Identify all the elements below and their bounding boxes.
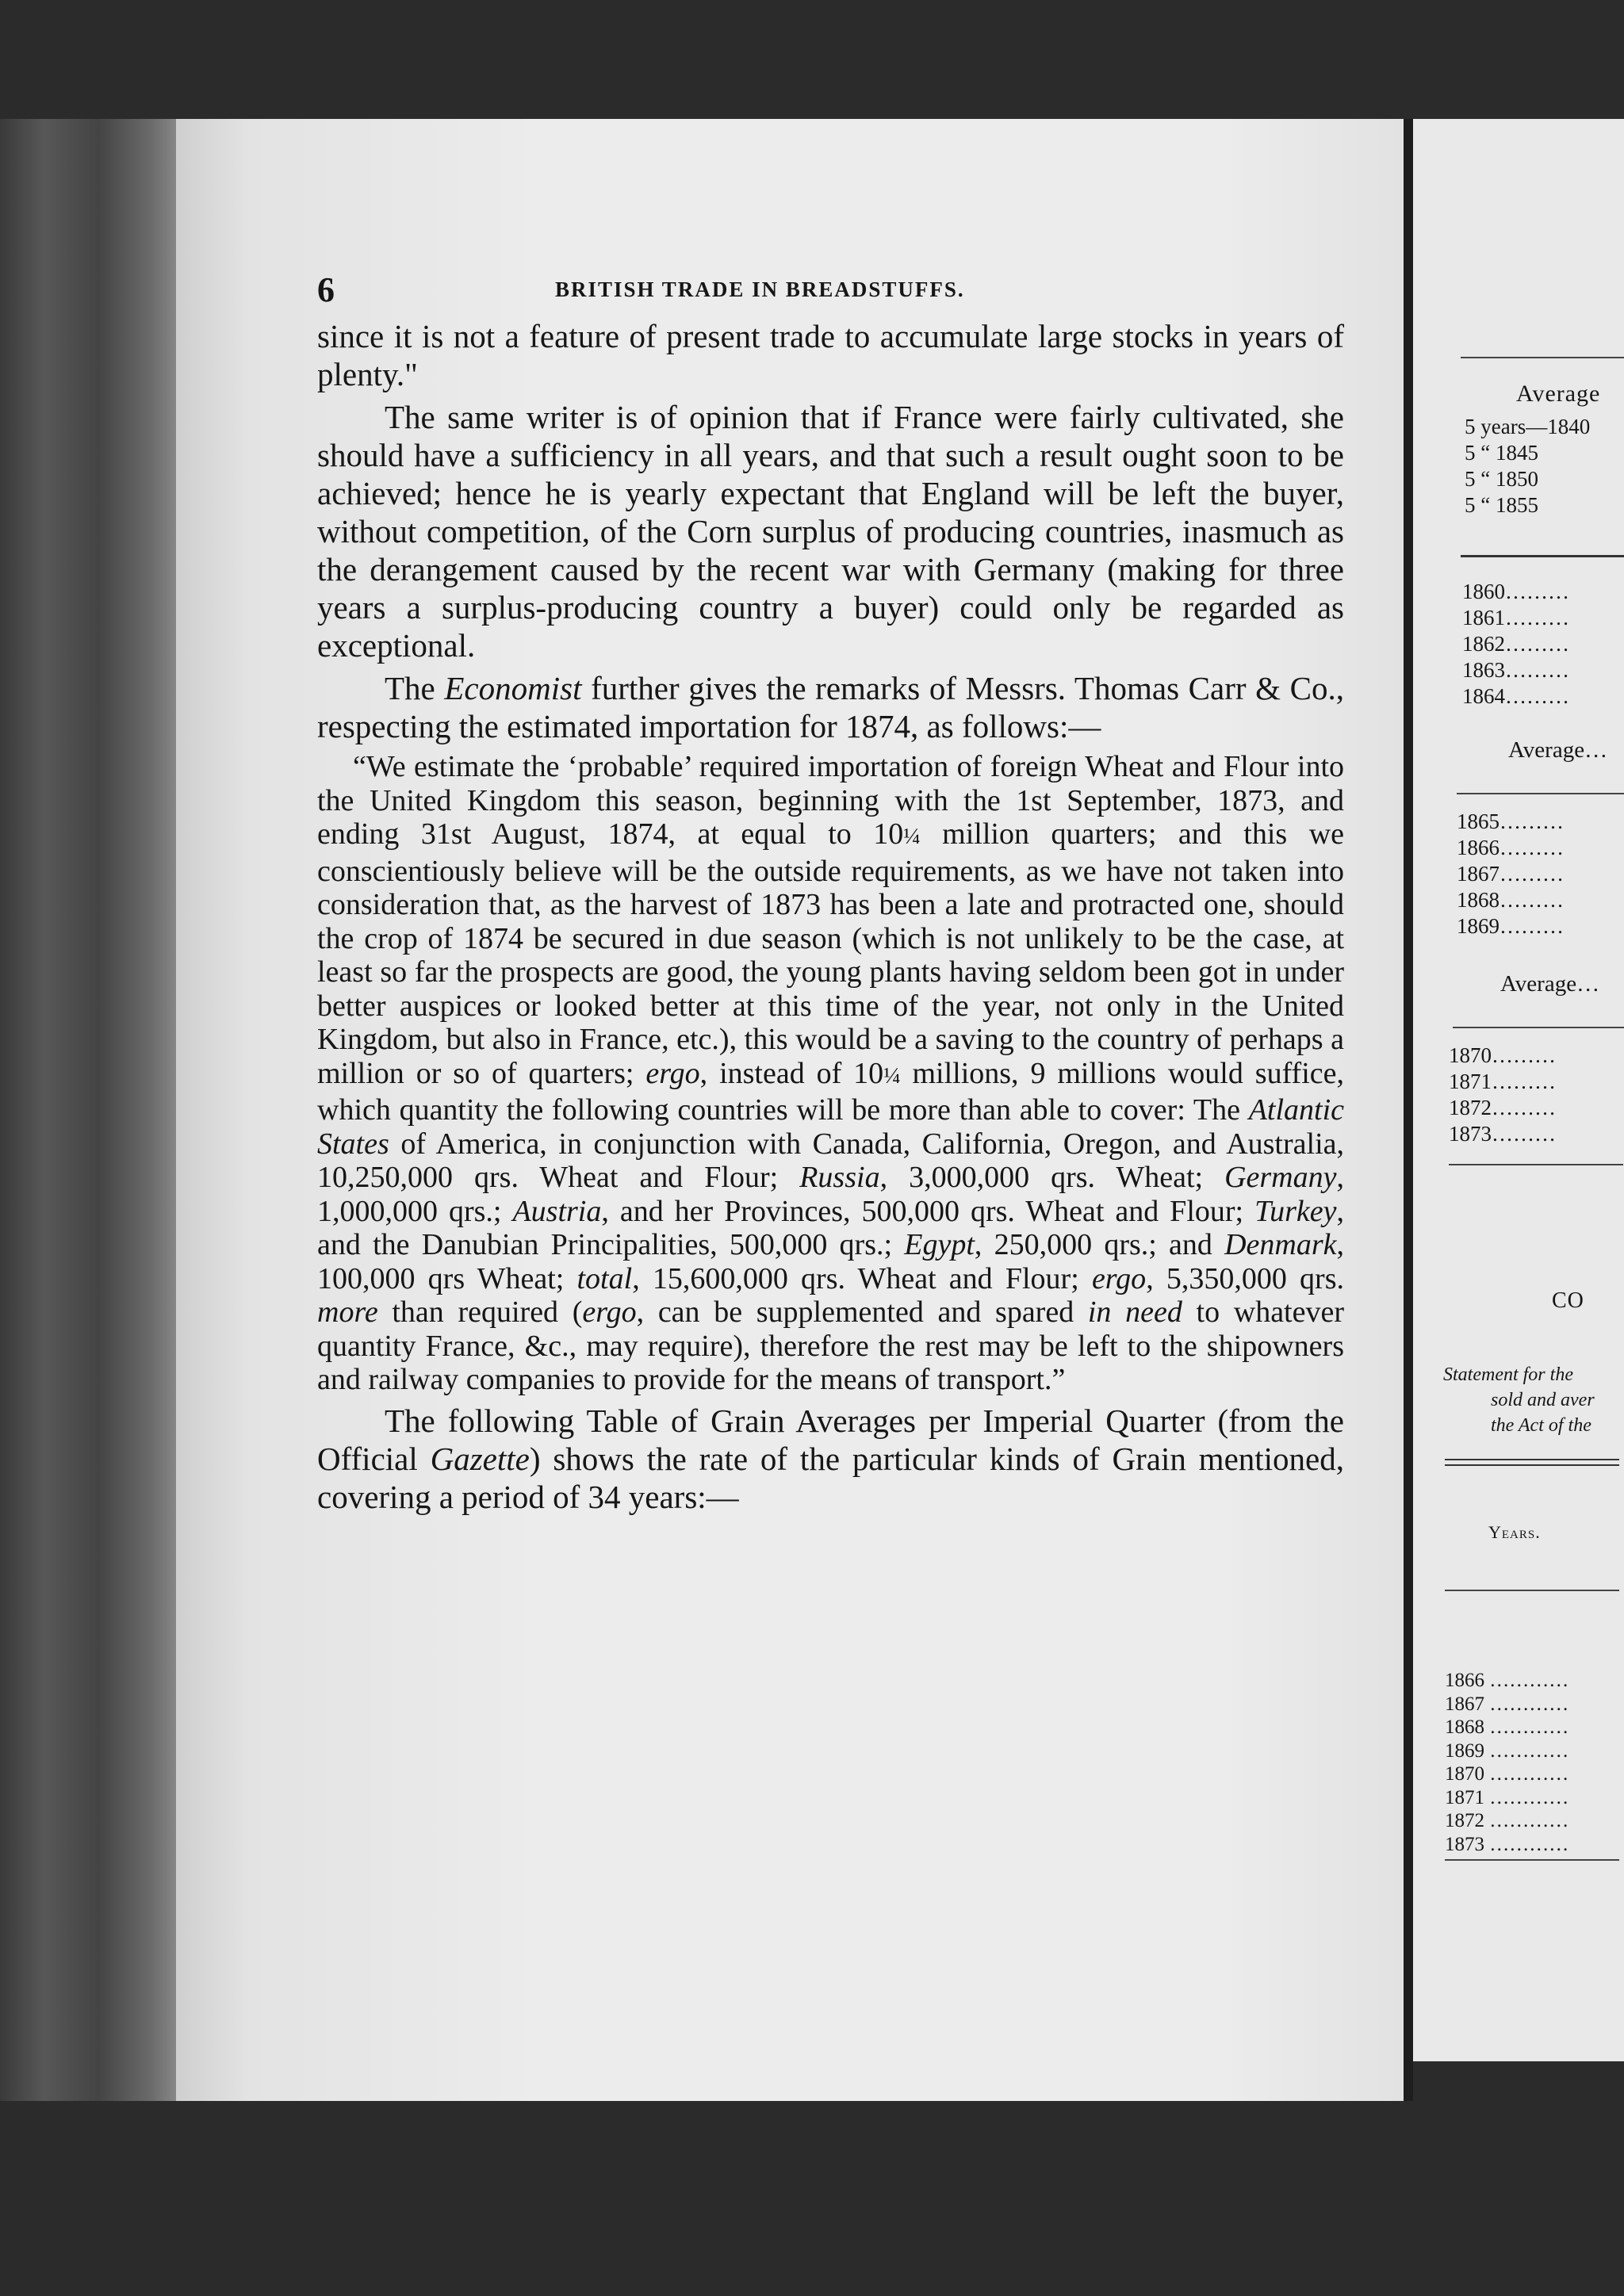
table-rule <box>1457 793 1624 794</box>
table-rule <box>1461 555 1624 557</box>
paragraph-3: The Economist further gives the remarks of Messrs. Thomas Carr & Co., respecting the estimated importation for 1874, as follows:— <box>317 670 1344 744</box>
paragraph-2: The same writer is of opinion that if France were fairly cultivated, she should have a sufficiency in all years, and that such a result ought soon to be achieved; hence he is yearly expectant that England will be left the buyer, without competition, of the Corn surplus of producing countries, inasmuch as the derangement caused by the recent war with Germany (making for three years a surplus-producing country a buyer) could only be regarded as exceptional. <box>317 399 1344 664</box>
paragraph-4: The following Table of Grain Averages per Imperial Quarter (from the Official Gazette) shows the rate of the particular kinds of Grain mentioned, covering a period of 34 years:— <box>317 1402 1344 1515</box>
table-rule <box>1453 1027 1624 1028</box>
quotation-paragraph: “We estimate the ‘probable’ required importation of foreign Wheat and Flour into the United Kingdom this season, beginning with the 1st September, 1873, and ending 31st August, 1874, at equal to 10¼ million quarters; and this we conscientiously believe will be the outside requirements, as we have not taken into consideration that, as the harvest of 1873 has been a late and protracted one, should the crop of 1874 be secured in due season (which is not unlikely to be the case, at least so far the prospects are good, the young plants having seldom been got in under better auspices or looked better at this time of the year, not only in the United Kingdom, but also in France, etc.), this would be a saving to the country of perhaps a million or so of quarters; ergo, instead of 10¼ millions, 9 millions would suffice, which quantity the following countries will be more than able to cover: The Atlantic States of America, in conjunction with Canada, California, Oregon, and Australia, 10,250,000 qrs. Wheat and Flour; Russia, 3,000,000 qrs. Wheat; Germany, 1,000,000 qrs.; Austria, and her Provinces, 500,000 qrs. Wheat and Flour; Turkey, and the Danubian Principalities, 500,000 qrs.; Egypt, 250,000 qrs.; and Denmark, 100,000 qrs Wheat; total, 15,600,000 qrs. Wheat and Flour; ergo, 5,350,000 qrs. more than required (ergo, can be supplemented and spared in need to whatever quantity France, &c., may require), therefore the rest may be left to the shipowners and railway companies to provide for the means of transport.” <box>317 750 1345 1396</box>
average-label: Average… <box>1500 971 1600 997</box>
table-rule <box>1461 357 1624 358</box>
book-binding <box>0 119 178 2101</box>
page-number: 6 <box>317 270 335 309</box>
year-rows-table: 1866 ………… 1867 ………… 1868 ………… 1869 ………… 1870 ………… 1871 ………… 1872 ………… 1873 ………… <box>1445 1670 1569 1855</box>
page-gutter <box>1404 119 1413 2101</box>
table-rule <box>1445 1459 1619 1466</box>
year-rows-1865: 1865……… 1866……… 1867……… 1868……… 1869……… <box>1457 809 1564 938</box>
section-heading: CO <box>1552 1288 1584 1313</box>
paragraph-1: since it is not a feature of present trade to accumulate large stocks in years of plenty." <box>317 318 1344 392</box>
average-heading: Average <box>1516 381 1601 407</box>
body-text <box>317 317 1344 1516</box>
years-column-heading: Years. <box>1488 1522 1541 1542</box>
running-head: BRITISH TRADE IN BREADSTUFFS. <box>555 277 965 301</box>
right-page <box>1413 119 1624 2061</box>
statement-caption: Statement for the sold and aver the Act of the <box>1443 1364 1595 1436</box>
table-rule <box>1449 1164 1623 1165</box>
table-rule <box>1445 1859 1619 1861</box>
average-label: Average… <box>1508 737 1608 763</box>
five-year-rows: 5 years—1840 5 “ 1845 5 “ 1850 5 “ 1855 <box>1465 415 1591 517</box>
year-rows-1870: 1870……… 1871……… 1872……… 1873……… <box>1449 1043 1556 1146</box>
page-header <box>317 270 1340 309</box>
year-rows-1860s: 1860……… 1861……… 1862……… 1863……… 1864……… <box>1462 580 1569 708</box>
table-rule <box>1445 1590 1619 1591</box>
